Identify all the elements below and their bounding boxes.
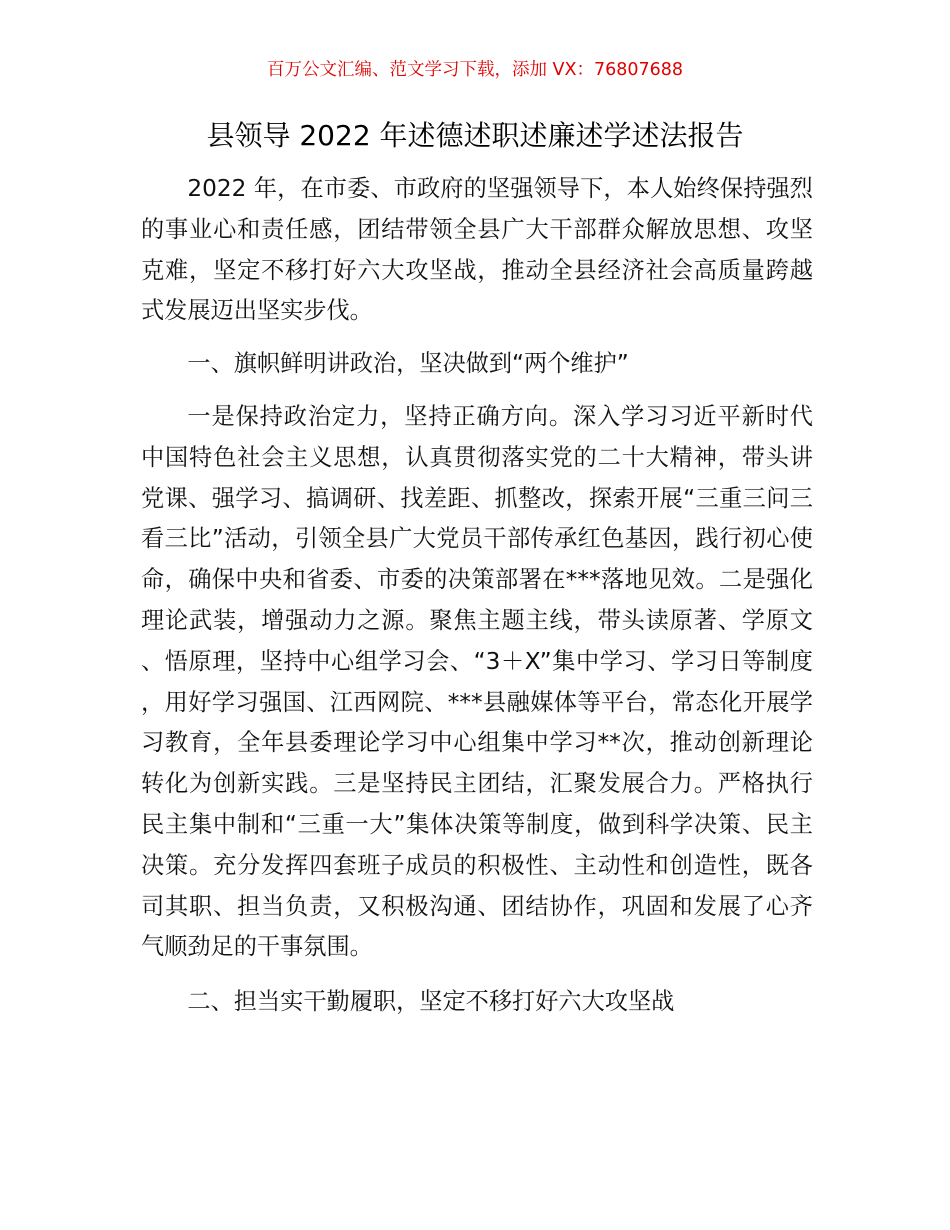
document-title: 县领导 2022 年述德述职述廉述学述法报告	[206, 119, 744, 152]
paragraph-spacer	[141, 968, 813, 982]
document-body	[141, 169, 813, 1023]
section-1-paragraph: 一是保持政治定力，坚持正确方向。深入学习习近平新时代中国特色社会主义思想，认真贯彻落实党的二十大精神，带头讲党课、强学习、搞调研、找差距、抓整改，探索开展“三重三问三看三比”活动，引领全县广大党员干部传承红色基因，践行初心使命，确保中央和省委、市委的决策部署在***落地见效。二是强化理论武装，增强动力之源。聚焦主题主线，带头读原著、学原文、悟原理，坚持中心组学习会、“3＋X”集中学习、学习日等制度，用好学习强国、江西网院、***县融媒体等平台，常态化开展学习教育，全年县委理论学习中心组集中学习**次，推动创新理论转化为创新实践。三是坚持民主团结，汇聚发展合力。严格执行民主集中制和“三重一大”集体决策等制度，做到科学决策、民主决策。充分发挥四套班子成员的积极性、主动性和创造性，既各司其职、担当负责，又积极沟通、团结协作，巩固和发展了心齐气顺劲足的干事氛围。	[141, 402, 813, 961]
section-heading-1: 一、旗帜鲜明讲政治，坚决做到“两个维护”	[187, 350, 629, 378]
paragraph-spacer	[141, 385, 813, 397]
section-heading-2: 二、担当实干勤履职，坚定不移打好六大攻坚战	[187, 988, 675, 1016]
watermark-header: 百万公文汇编、范文学习下载，添加 VX：76807688	[266, 60, 684, 80]
paragraph-spacer	[141, 332, 813, 344]
intro-paragraph: 2022 年，在市委、市政府的坚强领导下，本人始终保持强烈的事业心和责任感，团结带领全县广大干部群众解放思想、攻坚克难，坚定不移打好六大攻坚战，推动全县经济社会高质量跨越式发展迈出坚实步伐。	[141, 175, 813, 325]
